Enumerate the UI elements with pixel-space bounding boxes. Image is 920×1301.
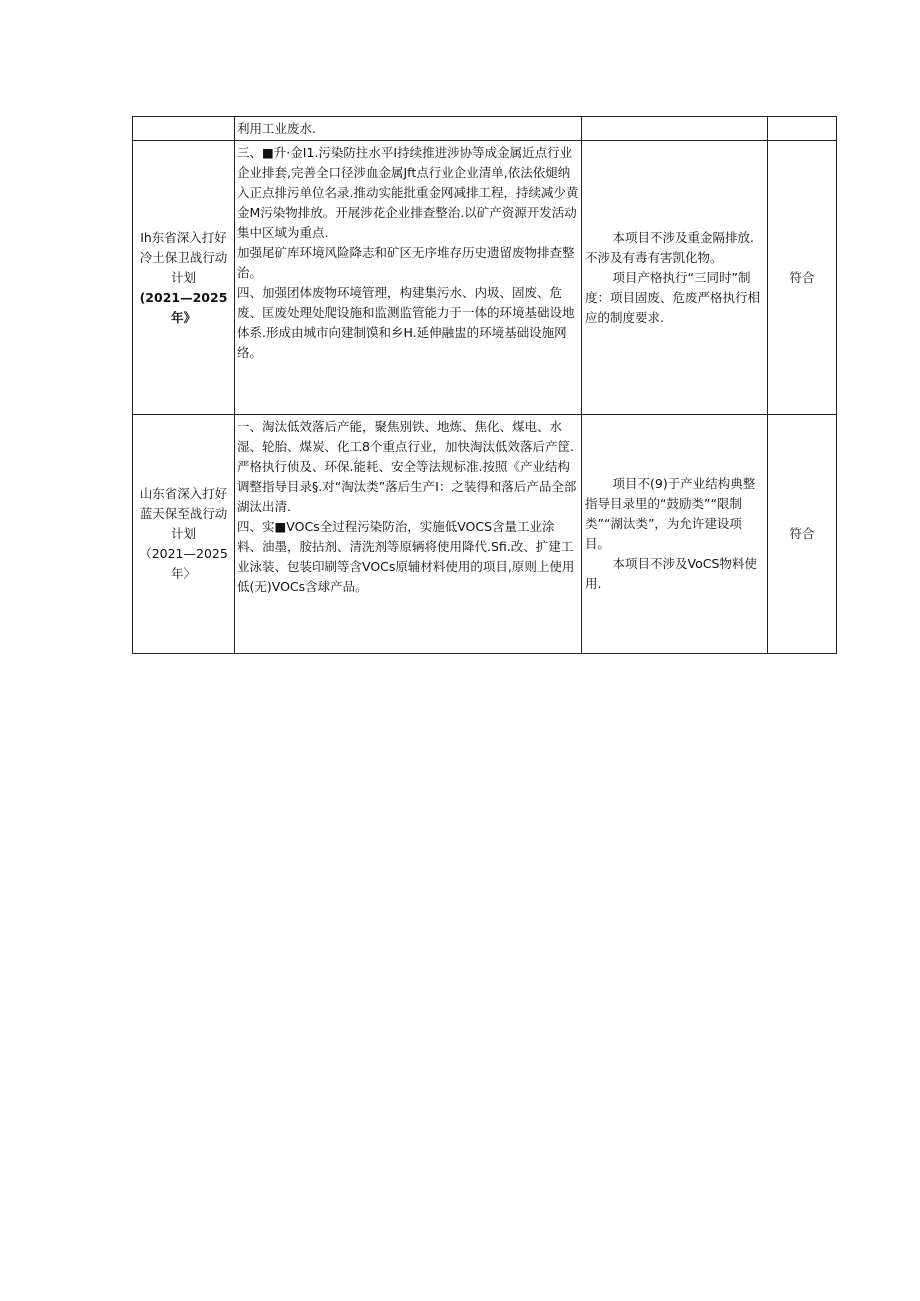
compliance-table — [132, 116, 837, 654]
analysis-paragraph: 本项目不涉及重金隔排放.不涉及有毒有害凯化物。 — [585, 229, 754, 265]
analysis-cell — [582, 415, 768, 654]
content-cell: 利用工业废水. — [235, 117, 582, 141]
content-cell — [235, 141, 582, 415]
analysis-paragraph: 项目不(9)于产业结构典整指导目录里的“鼓励类”“限制类”“湖汰类”，为允许建设项目。 — [585, 476, 756, 551]
content-paragraph: 四、实■VOCs全过程污染防治，实施低VOCS含量工业涂料、油墨，胺拈剂、清洗剂等原辆将使用降代.Sfi.改、扩建工业泳装、包装印刷等含VOCs原辅材料使用的项目,原则上使用低(无)VOCs含球产品。 — [237, 519, 575, 594]
content-paragraph: 三、■升·金I1.污染防拄水平I持续推进涉协等成金属近点行业企业排套,完善全口径涉血金属Jft点行业企业清单,依法依煺纳入正点排污单位名录.推动实能批重金网减排工程，持续减少黄金M污染物排放。开展涉花企业排查整治.以矿产资源开发活动集中区域为重点. — [237, 145, 579, 240]
basis-years: (2021—2025年》 — [139, 289, 228, 325]
result-cell: 符合 — [768, 141, 837, 415]
content-paragraph: 加强尾矿库环境风险降志和矿区无序堆存历史遗留废物排查整治。 — [237, 245, 575, 280]
basis-title: Ih东省深入打好冷土保卫战行动计划 — [139, 229, 228, 285]
result-cell: 符合 — [768, 415, 837, 654]
basis-cell — [133, 117, 235, 141]
basis-years: （2021—2025年〉 — [139, 546, 228, 581]
content-paragraph: 一、淘汰低效落后产能，聚焦别铁、地炼、焦化、煤电、水湿、轮胎、煤炭、化工8个重点行业，加快淘汰低效落后产筐.严格执行侦及、环保.能耗、安全等法规标准.按照《产业结构调整指导目录§.对“淘汰类”落后生产I：之装得和落后产品全部湖汰出清. — [237, 419, 577, 514]
content-paragraph: 四、加强团体废物环境管理，构建集污水、内圾、固废、危废、匡废处理处爬设施和监测监管能力于一体的环境基础设地体系.形成由城市向建制馍和乡H.延伸融盅的环境基础设施网络。 — [237, 285, 575, 360]
table-row — [133, 117, 837, 141]
basis-title: 山东省深入打好蓝天保至战行动计划 — [139, 486, 228, 541]
basis-cell — [133, 141, 235, 415]
analysis-paragraph: 本项目不涉及VoCS物料使用. — [585, 556, 757, 591]
table-row — [133, 141, 837, 415]
result-cell — [768, 117, 837, 141]
content-cell — [235, 415, 582, 654]
basis-cell — [133, 415, 235, 654]
analysis-cell — [582, 117, 768, 141]
analysis-paragraph: 项目产格执行“三同时”制度：项目固废、危废严格执行相应的制度要求. — [585, 269, 761, 325]
table-row — [133, 415, 837, 654]
analysis-cell — [582, 141, 768, 415]
